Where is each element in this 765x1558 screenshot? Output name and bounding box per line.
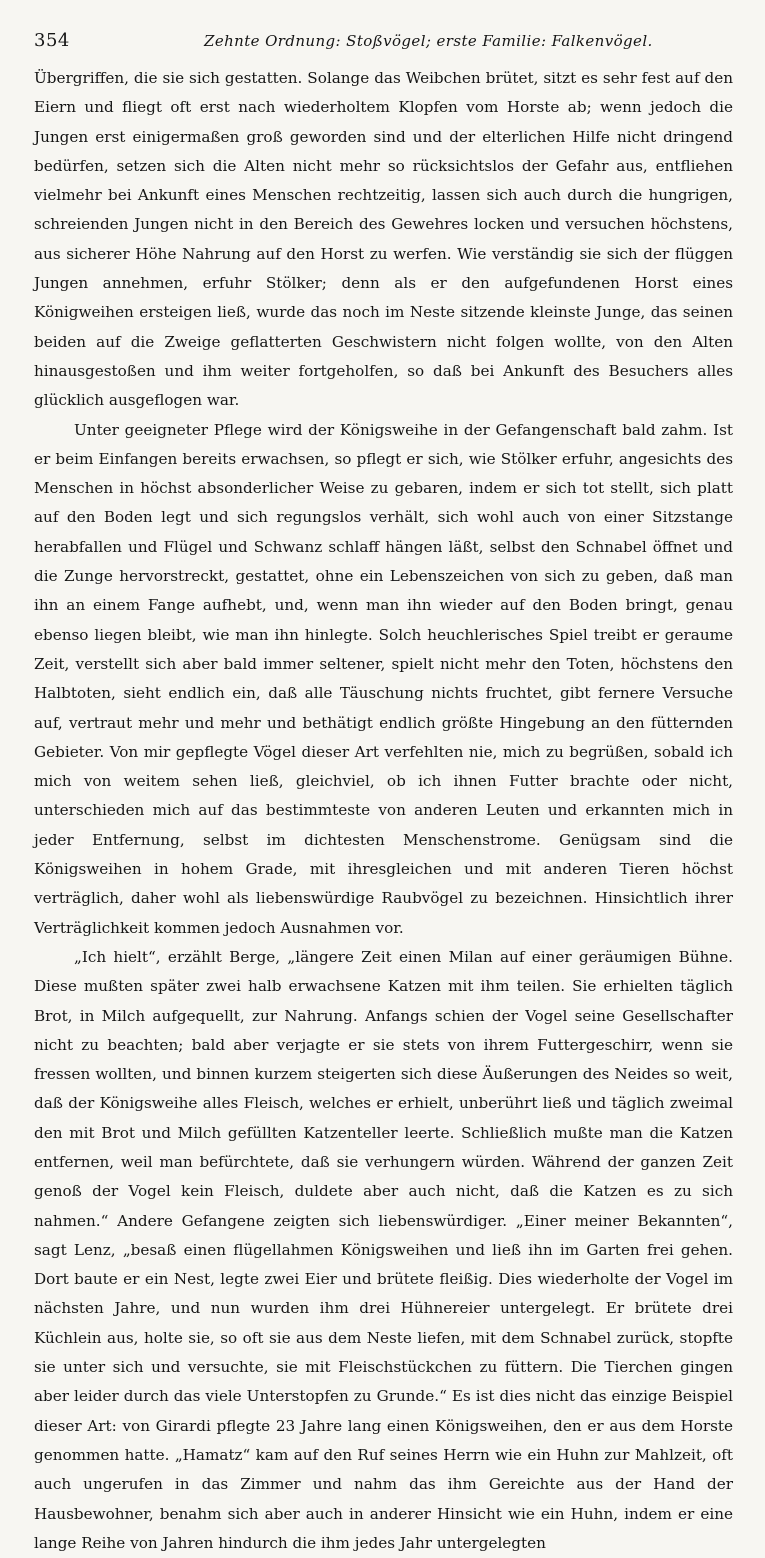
paragraph: Übergriffen, die sie sich gestatten. Solange das Weibchen brütet, sitzt es sehr fest auf den Eiern und fliegt oft erst nach wiederholtem Klopfen vom Horste ab; wenn jedoch die Jungen erst einigermaßen groß geworden sind und der elterlichen Hilfe nicht dringend bedürfen, setzen sich die Alten nicht mehr so rücksichtslos der Gefahr aus, entfliehen vielmehr bei Ankunft eines Menschen rechtzeitig, lassen sich auch durch die hungrigen, schreienden Jungen nicht in den Bereich des Gewehres locken und versuchen höchstens, aus sicherer Höhe Nahrung auf den Horst zu werfen. Wie verständig sie sich der flüggen Jungen annehmen, erfuhr Stölker; denn als er den aufgefundenen Horst eines Königweihen ersteigen ließ, wurde das noch im Neste sitzende kleinste Junge, das seinen beiden auf die Zweige geflatterten Geschwistern nicht folgen wollte, von den Alten hinausgestoßen und ihm weiter fortgeholfen, so daß bei Ankunft des Besuchers alles glücklich ausgeflogen war.: [34, 69, 733, 410]
body-text: [34, 64, 733, 1558]
paragraph: Unter geeigneter Pflege wird der Königsweihe in der Gefangenschaft bald zahm. Ist er beim Einfangen bereits erwachsen, so pflegt er sich, wie Stölker erfuhr, angesichts des Menschen in höchst absonderlicher Weise zu gebaren, indem er sich tot stellt, sich platt auf den Boden legt und sich regungslos verhält, sich wohl auch von einer Sitzstange herabfallen und Flügel und Schwanz schlaff hängen läßt, selbst den Schnabel öffnet und die Zunge hervorstreckt, gestattet, ohne ein Lebenszeichen von sich zu geben, daß man ihn an einem Fange aufhebt, und, wenn man ihn wieder auf den Boden bringt, genau ebenso liegen bleibt, wie man ihn hinlegte. Solch heuchlerisches Spiel treibt er geraume Zeit, verstellt sich aber bald immer seltener, spielt nicht mehr den Toten, höchstens den Halbtoten, sieht endlich ein, daß alle Täuschung nichts fruchtet, gibt fernere Versuche auf, vertraut mehr und mehr und bethätigt endlich größte Hingebung an den fütternden Gebieter. Von mir gepflegte Vögel dieser Art verfehlten nie, mich zu begrüßen, sobald ich mich von weitem sehen ließ, gleichviel, ob ich ihnen Futter brachte oder nicht, unterschieden mich auf das bestimmteste von anderen Leuten und erkannten mich in jeder Entfernung, selbst im dichtesten Menschenstrome. Genügsam sind die Königsweihen in hohem Grade, mit ihresgleichen und mit anderen Tieren höchst verträglich, daher wohl als liebenswürdige Raubvögel zu bezeichnen. Hinsichtlich ihrer Verträglichkeit kommen jedoch Ausnahmen vor.: [34, 420, 733, 937]
page-number: 354: [34, 30, 70, 51]
paragraph: „Ich hielt“, erzählt Berge, „längere Zeit einen Milan auf einer geräumigen Bühne. Diese mußten später zwei halb erwachsene Katzen mit ihm teilen. Sie erhielten täglich Brot, in Milch aufgequellt, zur Nahrung. Anfangs schien der Vogel seine Gesellschafter nicht zu beachten; bald aber verjagte er sie stets von ihrem Futtergeschirr, wenn sie fressen wollten, und binnen kurzem steigerten sich diese Äußerungen des Neides so weit, daß der Königsweihe alles Fleisch, welches er erhielt, unberührt ließ und täglich zweimal den mit Brot und Milch gefüllten Katzenteller leerte. Schließlich mußte man die Katzen entfernen, weil man befürchtete, daß sie verhungern würden. Während der ganzen Zeit genoß der Vogel kein Fleisch, duldete aber auch nicht, daß die Katzen es zu sich nahmen.“ Andere Gefangene zeigten sich liebenswürdiger. „Einer meiner Bekannten“, sagt Lenz, „besaß einen flügellahmen Königsweihen und ließ ihn im Garten frei gehen. Dort baute er ein Nest, legte zwei Eier und brütete fleißig. Dies wiederholte der Vogel im nächsten Jahre, und nun wurden ihm drei Hühnereier untergelegt. Er brütete drei Küchlein aus, holte sie, so oft sie aus dem Neste liefen, mit dem Schnabel zurück, stopfte sie unter sich und versuchte, sie mit Fleischstückchen zu füttern. Die Tierchen gingen aber leider durch das viele Unterstopfen zu Grunde.“ Es ist dies nicht das einzige Beispiel dieser Art: von Girardi pflegte 23 Jahre lang einen Königsweihen, den er aus dem Horste genommen hatte. „Hamatz“ kam auf den Ruf seines Herrn wie ein Huhn zur Mahlzeit, oft auch ungerufen in das Zimmer und nahm das ihm Gereichte aus der Hand der Hausbewohner, benahm sich aber auch in anderer Hinsicht wie ein Huhn, indem er eine lange Reihe von Jahren hindurch die ihm jedes Jahr untergelegten: [34, 947, 733, 1552]
page-header: [34, 30, 733, 64]
running-head: Zehnte Ordnung: Stoßvögel; erste Familie: Falkenvögel.: [204, 32, 653, 50]
